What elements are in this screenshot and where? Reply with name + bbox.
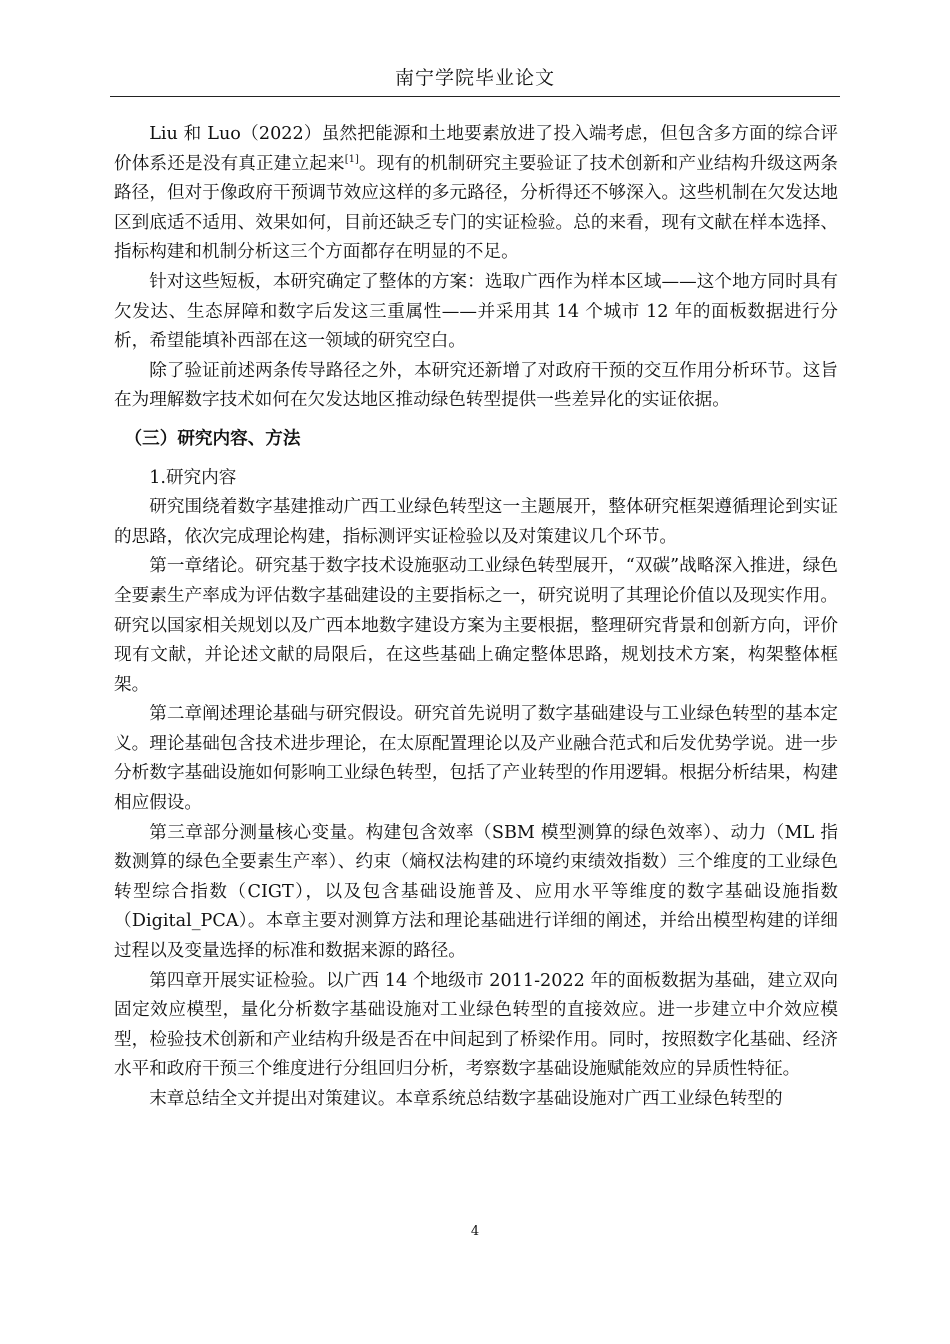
body-paragraph: 针对这些短板，本研究确定了整体的方案：选取广西作为样本区域——这个地方同时具有欠发达、生态屏障和数字后发这三重属性——并采用其 14 个城市 12 年的面板数据进行分析，希望能填补西部在这一领域的研究空白。 — [114, 271, 838, 352]
page-header-title: 南宁学院毕业论文 — [394, 67, 555, 89]
paragraph-text: 。现有的机制研究主要验证了技术创新和产业结构升级这两条路径，但对于像政府干预调节效应这样的多元路径，分析得还不够深入。这些机制在欠发达地区到底适不适用、效果如何，目前还缺乏专门的实证检验。总的来看，现有文献在样本选择、指标构建和机制分析这三个方面都存在明显的不足。 — [114, 153, 838, 263]
body-paragraph: 第二章阐述理论基础与研究假设。研究首先说明了数字基础建设与工业绿色转型的基本定义。理论基础包含技术进步理论，在太原配置理论以及产业融合范式和后发优势学说。进一步分析数字基础设施如何影响工业绿色转型，包括了产业转型的作用逻辑。根据分析结果，构建相应假设。 — [114, 704, 838, 814]
body-paragraph: 第四章开展实证检验。以广西 14 个地级市 2011-2022 年的面板数据为基础，建立双向固定效应模型，量化分析数字基础设施对工业绿色转型的直接效应。进一步建立中介效应模型，检验技术创新和产业结构升级是否在中间起到了桥梁作用。同时，按照数字化基础、经济水平和政府干预三个维度进行分组回归分析，考察数字基础设施赋能效应的异质性特征。 — [114, 970, 838, 1080]
body-paragraph: 除了验证前述两条传导路径之外，本研究还新增了对政府干预的交互作用分析环节。这旨在为理解数字技术如何在欠发达地区推动绿色转型提供一些差异化的实证依据。 — [114, 360, 838, 411]
subsection-heading: 1.研究内容 — [149, 467, 237, 488]
paragraph-text: Liu 和 Luo（2022）虽然把能源和土地要素放进了投入端考虑，但包含多方面的综合评价体系还是没有真正建立起来 — [114, 124, 838, 174]
body-paragraph: 第三章部分测量核心变量。构建包含效率（SBM 模型测算的绿色效率）、动力（ML 指数测算的绿色全要素生产率）、约束（熵权法构建的环境约束绩效指数）三个维度的工业绿色转型综合指数（CIGT），以及包含基础设施普及、应用水平等维度的数字基础设施指数（Digital_PCA）。本章主要对测算方法和理论基础进行详细的阐述，并给出模型构建的详细过程以及变量选择的标准和数据来源的路径。 — [114, 822, 838, 962]
body-paragraph — [114, 120, 838, 268]
body-paragraph: 末章总结全文并提出对策建议。本章系统总结数字基础设施对广西工业绿色转型的 — [149, 1089, 783, 1109]
header-rule — [110, 96, 840, 97]
body-paragraph: 研究围绕着数字基建推动广西工业绿色转型这一主题展开，整体研究框架遵循理论到实证的思路，依次完成理论构建，指标测评实证检验以及对策建议几个环节。 — [114, 497, 838, 547]
body-paragraph: 第一章绪论。研究基于数字技术设施驱动工业绿色转型展开，“双碳”战略深入推进，绿色全要素生产率成为评估数字基础建设的主要指标之一，研究说明了其理论价值以及现实作用。研究以国家相关规划以及广西本地数字建设方案为主要根据，整理研究背景和创新方向，评价现有文献，并论述文献的局限后，在这些基础上确定整体思路，规划技术方案，构架整体框架。 — [114, 556, 838, 695]
page-number: 4 — [470, 1224, 480, 1239]
section-heading: （三）研究内容、方法 — [124, 428, 301, 449]
page-body — [114, 120, 838, 1115]
citation-marker: [1] — [344, 153, 359, 165]
